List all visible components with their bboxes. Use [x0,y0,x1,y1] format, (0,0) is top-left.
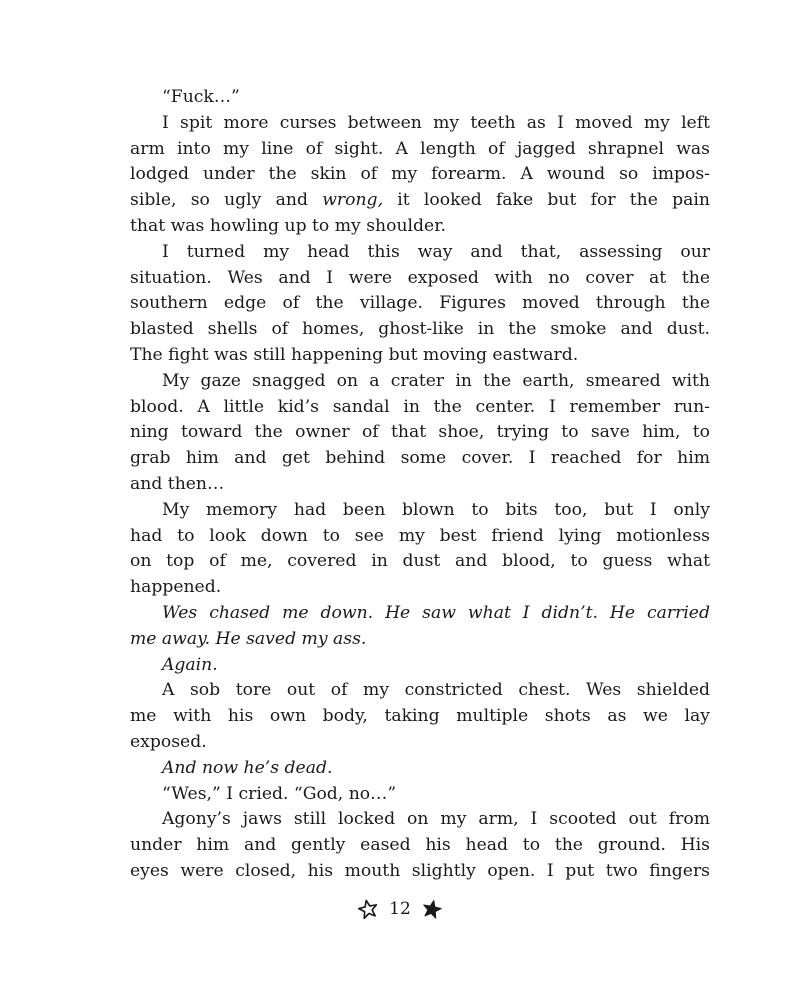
text-line: exposed. [130,731,207,752]
text-line: I spit more curses between my teeth as I moved my left [162,112,710,133]
text-line: eyes were closed, his mouth slightly open. I put two fingers [130,860,710,881]
text-line: ning toward the owner of that shoe, trying to save him, to [130,422,710,443]
text-line: Agony’s jaws still locked on my arm, I scooted out from [162,809,710,830]
text-line: The fight was still happening but moving eastward. [130,344,579,365]
text-line: My gaze snagged on a crater in the earth, smeared with [162,370,710,391]
text-line: situation. Wes and I were exposed with no cover at the [130,267,710,288]
text-line: me away. He saved my ass. [130,628,367,649]
text-line: My memory had been blown to bits too, but I only [162,499,710,520]
text-line: under him and gently eased his head to the ground. His [130,835,710,856]
text-line: on top of me, covered in dust and blood, to guess what [130,551,710,572]
text-line: happened. [130,577,222,598]
filled-star-icon [421,898,443,920]
text-line: “Wes,” I cried. “God, no…” [162,783,397,804]
text-line: had to look down to see my best friend lying motionless [130,525,710,546]
text-line: sible, so ugly and wrong, it looked fake but for the pain [130,190,710,211]
text-line: Again. [162,654,218,675]
emphasized-word: wrong, [322,190,384,211]
text-line: that was howling up to my shoulder. [130,215,446,236]
text-line: And now he’s dead. [162,757,333,778]
text-line: blasted shells of homes, ghost-like in the smoke and dust. [130,319,710,340]
text-line: southern edge of the village. Figures moved through the [130,293,710,314]
text-line: lodged under the skin of my forearm. A wound so impos- [130,164,710,185]
text-line: blood. A little kid’s sandal in the center. I remember run- [130,396,710,417]
text-line: “Fuck…” [162,87,240,107]
page-number: 12 [389,899,411,919]
text-line: arm into my line of sight. A length of jagged shrapnel was [130,138,710,159]
text-line: grab him and get behind some cover. I reached for him [130,448,710,469]
body-text [130,85,710,885]
text-line: and then… [130,473,225,494]
text-line: me with his own body, taking multiple shots as we lay [130,706,710,727]
outline-star-icon [357,898,379,920]
page-footer [0,898,800,920]
text-line: A sob tore out of my constricted chest. Wes shielded [162,680,710,701]
text-line: Wes chased me down. He saw what I didn’t. He carried [162,602,710,623]
text-line: I turned my head this way and that, assessing our [162,241,710,262]
